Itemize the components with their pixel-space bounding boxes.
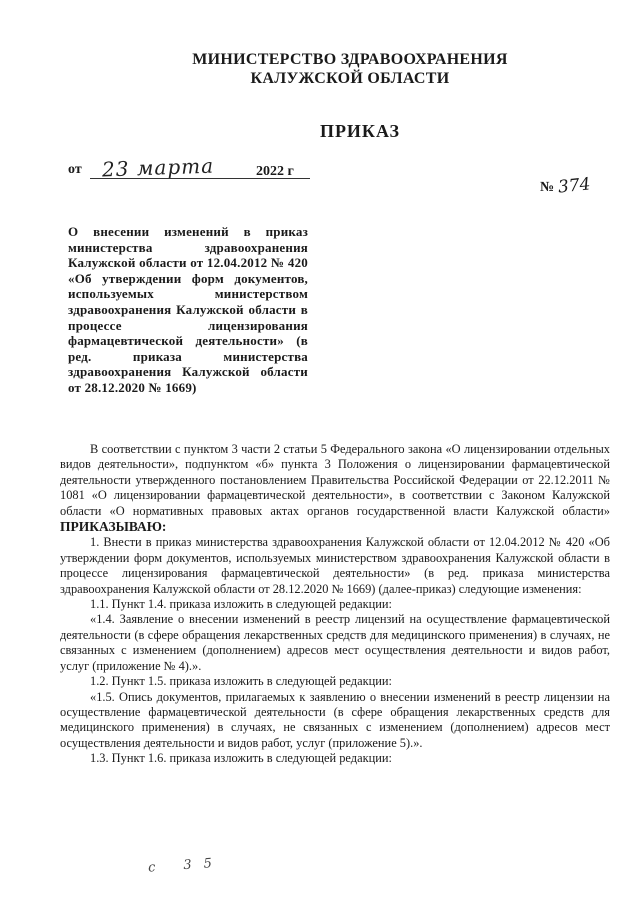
document-title: ПРИКАЗ bbox=[319, 121, 401, 141]
date-year: 2022 г bbox=[256, 164, 294, 179]
handwritten-number: 374 bbox=[557, 174, 592, 198]
paragraph-1: 1. Внести в приказ министерства здравоохранения Калужской области от 12.04.2012 № 420 «Об утверждении форм документов, используемых министерством здравоохранения Калужской области в процессе лицензирования фармацевтической деятельности» (в ред. приказа министерства здравоохранения Калужской области от 28.12.2020 № 1669) (далее-приказ) следующие изменения: bbox=[60, 535, 610, 596]
order-word: ПРИКАЗЫВАЮ: bbox=[60, 519, 167, 535]
handwritten-date: 23 марта bbox=[101, 153, 215, 182]
preamble-text: В соответствии с пунктом 3 части 2 статьи 5 Федерального закона «О лицензировании отдельных видов деятельности», подпунктом «б» пункта 3 Положения о лицензировании фармацевтической деятельности утвержденного постановлением Правительства Российской Федерации от 22.12.2011 № 1081 «О лицензировании фармацевтической деятельности», в соответствии с Законом Калужской области «О нормативных правовых актах органов государственной власти Калужской области» bbox=[60, 442, 610, 518]
org-name-line1: МИНИСТЕРСТВО ЗДРАВООХРАНЕНИЯ bbox=[192, 51, 508, 68]
paragraph-1-3: 1.3. Пункт 1.6. приказа изложить в следующей редакции: bbox=[90, 751, 392, 766]
quote-1-4: «1.4. Заявление о внесении изменений в реестр лицензий на осуществление фармацевтической деятельности (в сфере обращения лекарственных средств для медицинского применения) в случаях, не связанных с изменением (дополнением) адресов мест осуществления деятельности и видов работ, услуг (приложение № 4).». bbox=[60, 612, 610, 673]
order-subject: О внесении изменений в приказ министерства здравоохранения Калужской области от 12.04.2012 № 420 «Об утверждении форм документов, используемых министерством здравоохранения Калужской области в процессе лицензирования фармацевтической деятельности» (в ред. приказа министерства здравоохранения Калужской области от 28.12.2020 № 1669) bbox=[68, 224, 308, 395]
number-label: № bbox=[540, 180, 555, 195]
org-name-line2: КАЛУЖСКОЙ ОБЛАСТИ bbox=[250, 70, 450, 87]
order-body bbox=[60, 442, 610, 767]
organization-header bbox=[150, 50, 550, 88]
date-from-label: от bbox=[68, 162, 82, 177]
quote-1-5: «1.5. Опись документов, прилагаемых к заявлению о внесении изменений в реестр лицензии на осуществление фармацевтической деятельности (в сфере обращения лекарственных средств для медицинского применения) в случаях, не связанных с изменением (дополнением) адресов мест осуществления деятельности и видов работ, услуг (приложение 5).». bbox=[60, 689, 610, 750]
paragraph-1-2: 1.2. Пункт 1.5. приказа изложить в следующей редакции: bbox=[90, 674, 392, 689]
paragraph-1-1: 1.1. Пункт 1.4. приказа изложить в следующей редакции: bbox=[90, 597, 392, 612]
footer-scribble: с 35 bbox=[147, 855, 225, 876]
order-number bbox=[540, 176, 591, 196]
preamble-paragraph bbox=[60, 442, 610, 535]
